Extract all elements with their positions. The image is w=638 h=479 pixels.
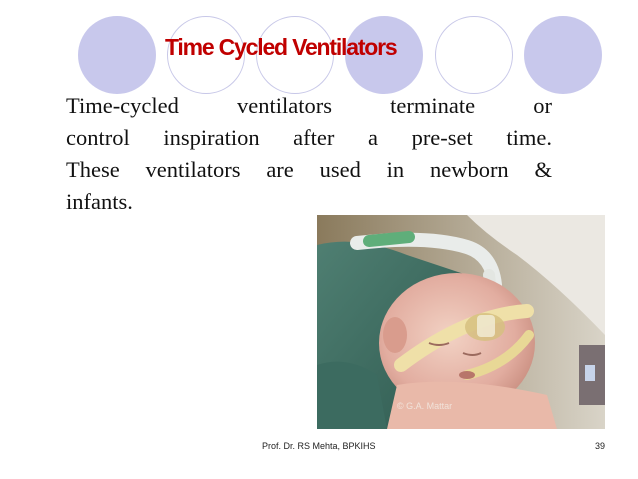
body-line: control inspiration after a pre-set time.: [66, 125, 552, 150]
footer-author: Prof. Dr. RS Mehta, BPKIHS: [262, 441, 376, 451]
photo-watermark: © G.A. Mattar: [397, 401, 453, 411]
infant-ventilator-photo: [317, 215, 605, 429]
photo-illustration: [317, 215, 605, 429]
page-number: 39: [595, 441, 606, 451]
body-line: These ventilators are used in newborn &: [66, 157, 552, 182]
body-line: Time-cycled ventilators terminate or: [66, 93, 552, 118]
decor-circle-5: [435, 16, 513, 94]
body-line: infants.: [66, 189, 133, 214]
slide-title: Time Cycled Ventilators: [165, 34, 397, 60]
decor-circle-6: [524, 16, 602, 94]
body-paragraph: [66, 90, 552, 218]
decor-circle-1: [78, 16, 156, 94]
